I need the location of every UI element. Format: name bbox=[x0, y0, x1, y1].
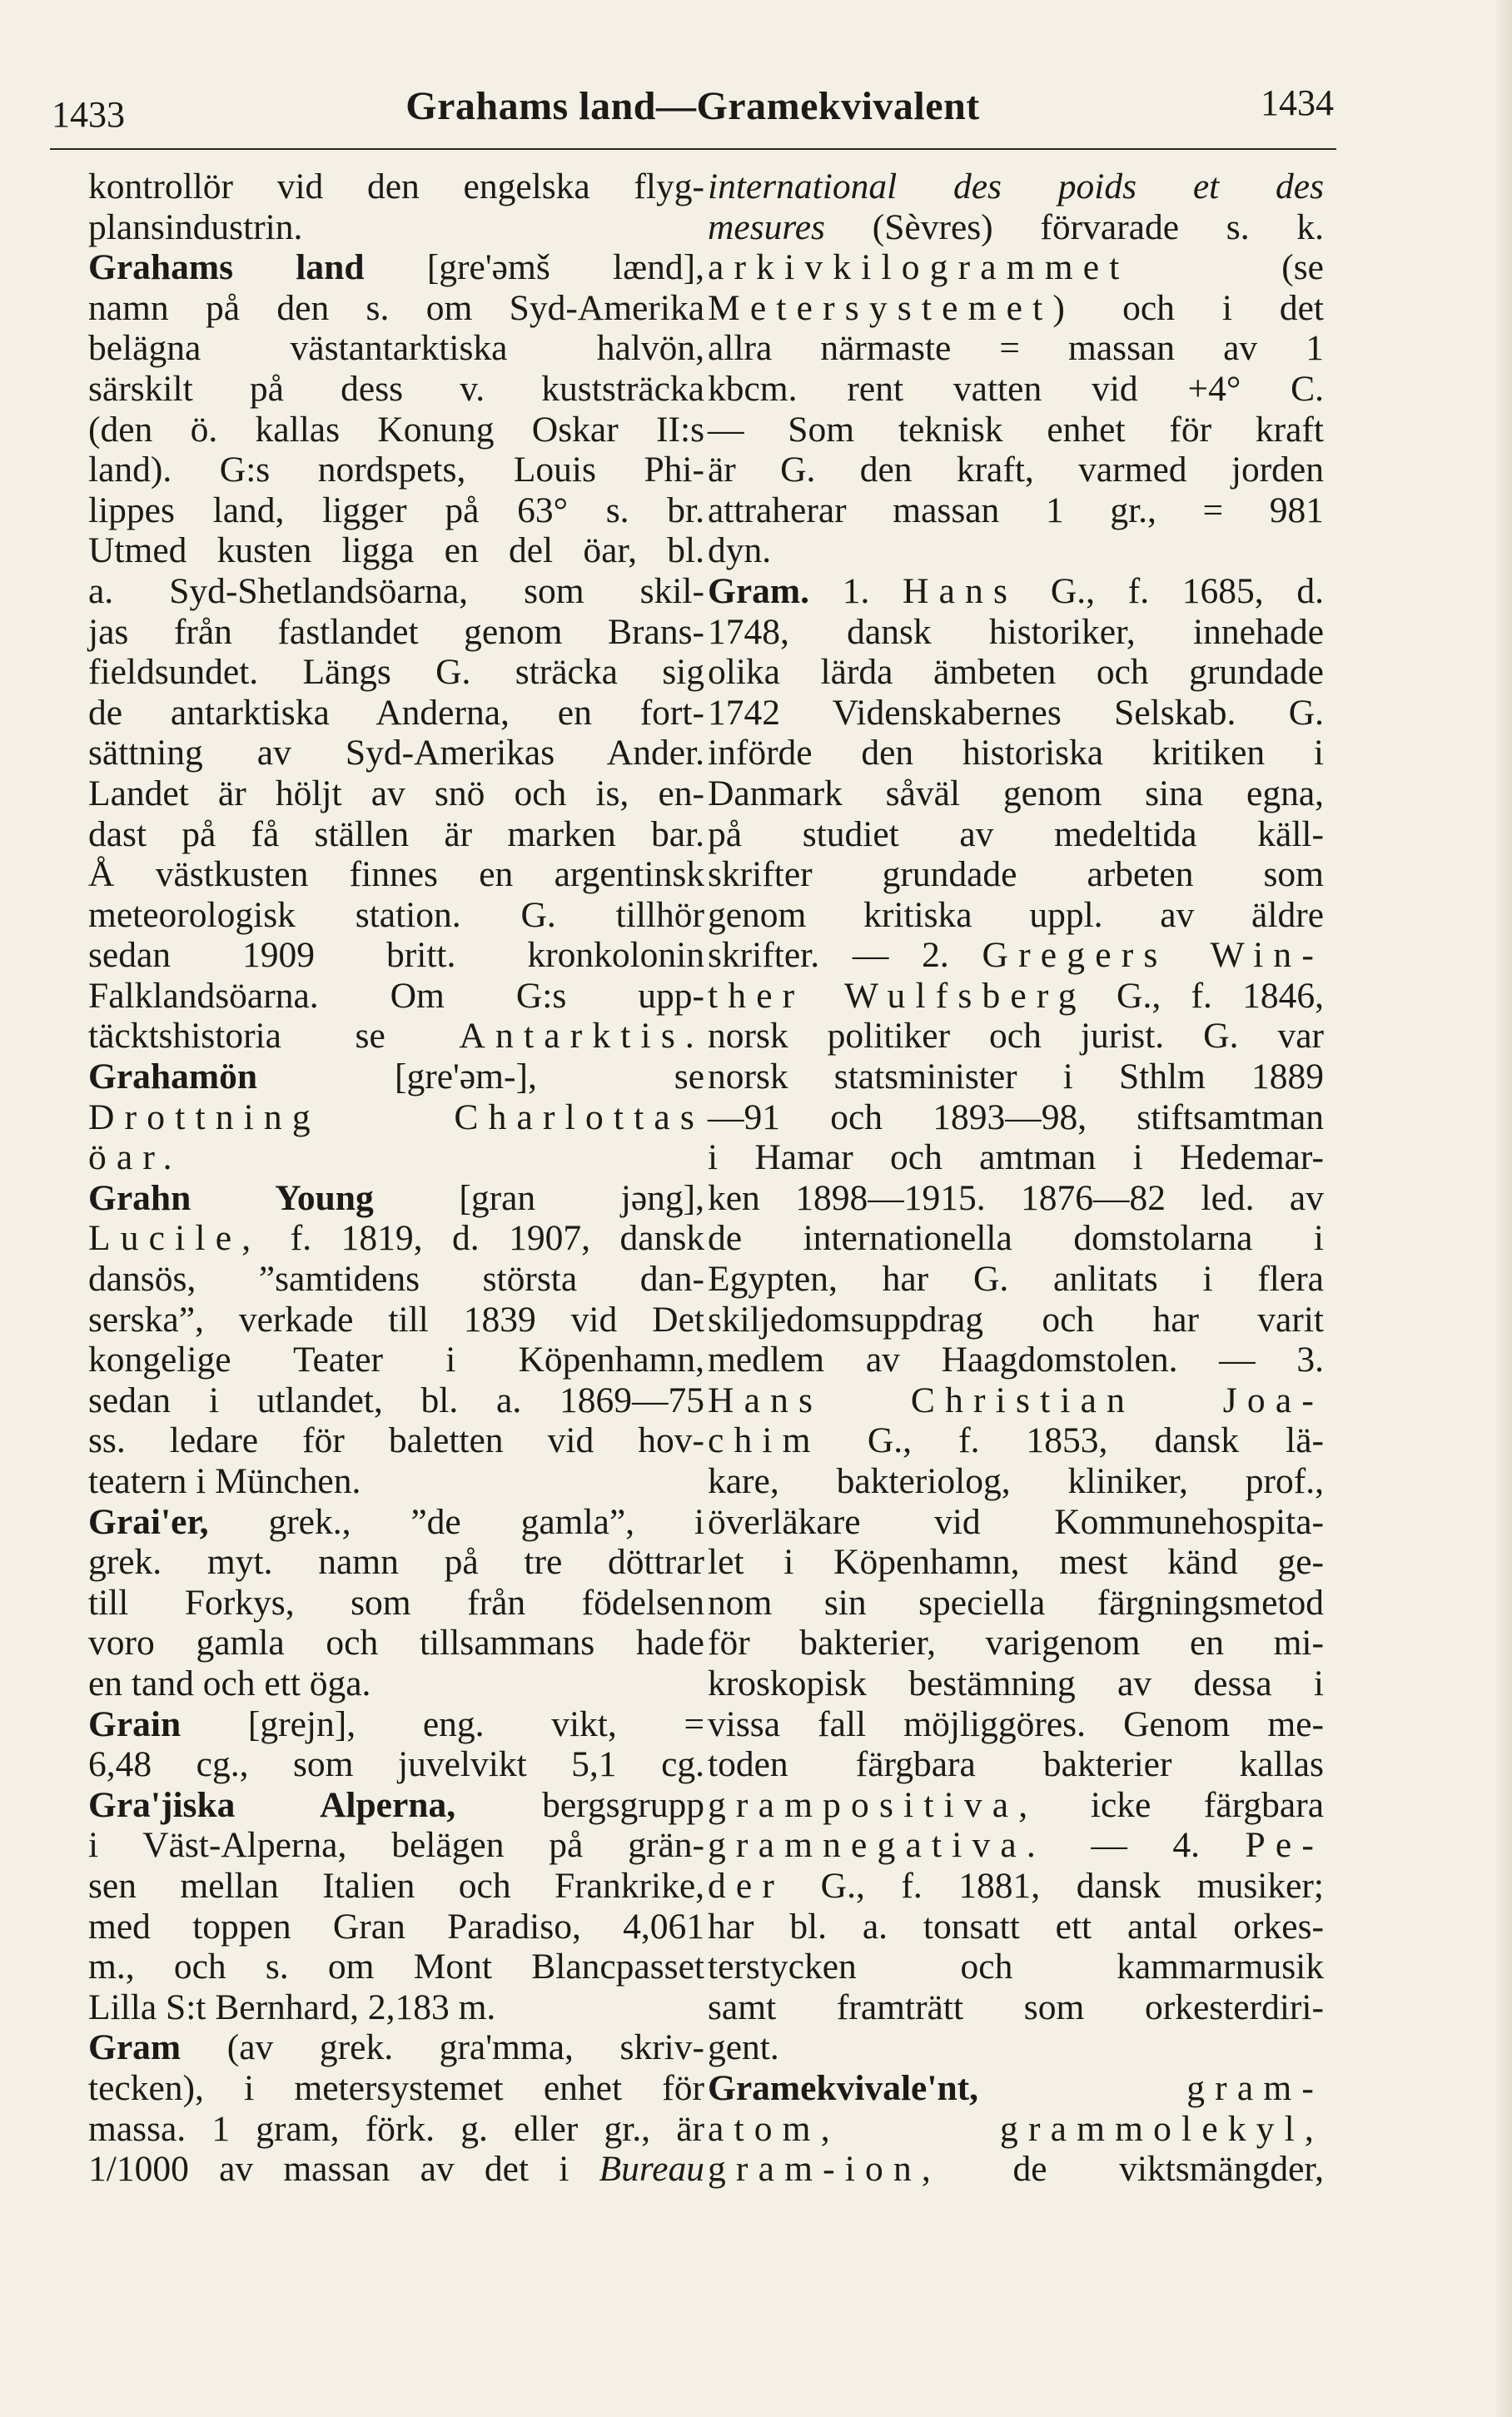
entry-gram: Gram (av grek. gra'mma, skriv- bbox=[88, 2027, 704, 2068]
text-line bbox=[708, 2109, 1324, 2150]
text-line: Lilla S:t Bernhard, 2,183 m. bbox=[88, 1987, 496, 2027]
text-line: massa. 1 gram, förk. g. eller gr., är bbox=[88, 2108, 704, 2149]
text-line: grampositiva, icke färgbara bbox=[708, 1784, 1325, 1825]
text-line: med toppen Gran Paradiso, 4,061 bbox=[88, 1906, 704, 1947]
text-line: jas från fastlandet genom Brans- bbox=[88, 611, 704, 652]
text-line: attraherar massan 1 gr., = 981 bbox=[708, 490, 1324, 530]
text-line: teatern i München. bbox=[88, 1461, 361, 1501]
text-line: Egypten, har G. anlitats i flera bbox=[708, 1259, 1324, 1300]
text-line: dast på få ställen är marken bar. bbox=[88, 813, 704, 854]
text-line: Metersystemet) och i det bbox=[708, 287, 1324, 328]
text-line: 1748, dansk historiker, innehade bbox=[708, 611, 1324, 652]
running-title: Grahams land—Gramekvivalent bbox=[405, 84, 980, 128]
text-line: de internationella domstolarna i bbox=[708, 1218, 1324, 1259]
cross-reference: gramnegativa. bbox=[708, 1825, 1046, 1866]
text-line: genom kritiska uppl. av äldre bbox=[708, 894, 1324, 935]
text-line: ss. ledare för baletten vid hov- bbox=[88, 1420, 704, 1461]
text-line: täcktshistoria se Antarktis. bbox=[88, 1016, 704, 1057]
text-line: skrifter. — 2. Gregers Win- bbox=[708, 935, 1325, 976]
headword: Grai'er, bbox=[88, 1501, 209, 1542]
text-line: gram-ion, de viktsmängder, bbox=[708, 2149, 1324, 2190]
text-line: för bakterier, varigenom en mi- bbox=[708, 1623, 1324, 1664]
text-line: Å västkusten finnes en argentinsk bbox=[88, 854, 704, 895]
text-line: samt framträtt som orkesterdiri- bbox=[708, 1987, 1324, 2027]
text-line: kontrollör vid den engelska flyg- bbox=[88, 167, 704, 206]
left-column bbox=[88, 167, 704, 2190]
text-line: lippes land, ligger på 63° s. br. bbox=[88, 490, 704, 530]
fraction: 1/1000 bbox=[88, 2149, 189, 2190]
text-line: chim G., f. 1853, dansk lä- bbox=[708, 1420, 1325, 1461]
cross-reference: arkivkilogrammet bbox=[708, 247, 1130, 288]
entry-grain: Grain [grejn], eng. vikt, = bbox=[88, 1703, 704, 1744]
text-line: Lucile, f. 1819, d. 1907, dansk bbox=[88, 1218, 704, 1259]
text-line bbox=[88, 1097, 704, 1138]
text-line: gent. bbox=[708, 2027, 779, 2068]
text-line: skrifter grundade arbeten som bbox=[708, 854, 1324, 895]
text-line: dyn. bbox=[708, 530, 772, 571]
text-line: norsk politiker och jurist. G. var bbox=[708, 1016, 1324, 1057]
text-line: Hans Christian Joa- bbox=[708, 1380, 1324, 1420]
text-line: 6,48 cg., som juvelvikt 5,1 cg. bbox=[88, 1744, 704, 1785]
text-line: norsk statsminister i Sthlm 1889 bbox=[708, 1057, 1324, 1097]
text-line: international des poids et des bbox=[708, 167, 1324, 206]
cross-reference: grampositiva, bbox=[708, 1784, 1038, 1825]
text-line: i Väst-Alperna, belägen på grän- bbox=[88, 1825, 704, 1866]
text-line: belägna västantarktiska halvön, bbox=[88, 328, 704, 369]
text-line bbox=[88, 1137, 704, 1178]
cross-reference: gram-ion, bbox=[708, 2149, 941, 2190]
text-line: en tand och ett öga. bbox=[88, 1663, 371, 1703]
text-line: mesures (Sèvres) förvarade s. k. bbox=[708, 206, 1324, 247]
text-line: let i Köpenhamn, mest känd ge- bbox=[708, 1542, 1324, 1583]
text-line: införde den historiska kritiken i bbox=[708, 733, 1324, 773]
text-line: de antarktiska Anderna, en fort- bbox=[88, 692, 704, 733]
text-line: terstycken och kammarmusik bbox=[708, 1947, 1324, 1987]
cross-reference: Metersystemet) bbox=[708, 287, 1076, 328]
header-rule bbox=[50, 148, 1336, 150]
headword: Gram bbox=[88, 2027, 182, 2068]
text-line: Falklandsöarna. Om G:s upp- bbox=[88, 975, 704, 1016]
text-line: vissa fall möjliggöres. Genom me- bbox=[708, 1703, 1324, 1744]
entry-grahamon: Grahamön [gre'əm-], se bbox=[88, 1057, 705, 1097]
text-line: ken 1898—1915. 1876—82 led. av bbox=[708, 1177, 1324, 1218]
text-line: toden färgbara bakterier kallas bbox=[708, 1744, 1324, 1785]
text-line: på studiet av medeltida käll- bbox=[708, 813, 1324, 854]
cross-reference: Drottning Charlottas bbox=[88, 1097, 704, 1137]
text-line: der G., f. 1881, dansk musiker; bbox=[708, 1865, 1324, 1906]
right-column bbox=[708, 167, 1324, 2190]
headword: Gram. bbox=[708, 570, 810, 611]
text-line: Danmark såväl genom sina egna, bbox=[708, 773, 1324, 813]
text-line: gramnegativa. — 4. Pe- bbox=[708, 1825, 1324, 1866]
text-line: m., och s. om Mont Blancpasset bbox=[88, 1947, 704, 1987]
text-line: särskilt på dess v. kuststräcka bbox=[88, 368, 704, 409]
text-line: kare, bakteriolog, kliniker, prof., bbox=[708, 1461, 1324, 1501]
text-line: 1/1000 av massan av det i Bureau bbox=[88, 2149, 704, 2190]
headword: Gramekvivale'nt, bbox=[708, 2067, 978, 2108]
text-line: —91 och 1893—98, stiftsamtman bbox=[708, 1097, 1324, 1137]
text-line: plansindustrin. bbox=[88, 206, 303, 247]
text-line: (den ö. kallas Konung Oskar II:s bbox=[88, 409, 704, 450]
text-line: är G. den kraft, varmed jorden bbox=[708, 450, 1324, 490]
cross-reference: Antarktis. bbox=[459, 1016, 704, 1057]
text-line: till Forkys, som från födelsen bbox=[88, 1582, 704, 1623]
text-line: ther Wulfsberg G., f. 1846, bbox=[708, 975, 1325, 1016]
entry-grahams-land: Grahams land [gre'əmš lænd], bbox=[88, 247, 704, 288]
text-line: medlem av Haagdomstolen. — 3. bbox=[708, 1340, 1324, 1380]
text-line: a. Syd-Shetlandsöarna, som skil- bbox=[88, 570, 704, 611]
text-line: kongelige Teater i Köpenhamn, bbox=[88, 1340, 704, 1380]
page-header bbox=[52, 82, 1334, 140]
entry-graier: Grai'er, grek., ”de gamla”, i bbox=[88, 1501, 705, 1542]
headword: Grahams land bbox=[88, 247, 365, 288]
text-line: grek. myt. namn på tre döttrar bbox=[88, 1542, 704, 1583]
text-line: sen mellan Italien och Frankrike, bbox=[88, 1865, 704, 1906]
text-line: i Hamar och amtman i Hedemar- bbox=[708, 1137, 1324, 1178]
text-line: sedan 1909 britt. kronkolonin bbox=[88, 935, 704, 976]
cross-reference: gram- bbox=[1186, 2067, 1324, 2108]
text-line: överläkare vid Kommunehospita- bbox=[708, 1501, 1324, 1542]
text-line: kroskopisk bestämning av dessa i bbox=[708, 1663, 1324, 1703]
cross-reference: öar. bbox=[88, 1137, 182, 1178]
headword: Gra'jiska Alperna, bbox=[88, 1784, 456, 1825]
text-line: olika lärda ämbeten och grundade bbox=[708, 652, 1324, 693]
page-number-left: 1433 bbox=[52, 94, 125, 135]
cross-reference: atom, grammolekyl, bbox=[708, 2108, 1324, 2149]
headword: Grahamön bbox=[88, 1057, 258, 1097]
headword: Grain bbox=[88, 1703, 182, 1744]
text-line: 1742 Videnskabernes Selskab. G. bbox=[708, 692, 1324, 733]
text-line: meteorologisk station. G. tillhör bbox=[88, 894, 704, 935]
text-line: Utmed kusten ligga en del öar, bl. bbox=[88, 530, 704, 571]
page-edge-shadow bbox=[1494, 0, 1512, 2417]
text-line: arkivkilogrammet (se bbox=[708, 247, 1324, 288]
page-number-right: 1434 bbox=[1261, 82, 1334, 123]
entry-grahn-young: Grahn Young [gran jəng], bbox=[88, 1177, 704, 1218]
headword: Grahn Young bbox=[88, 1177, 374, 1218]
text-line: skiljedomsuppdrag och har varit bbox=[708, 1299, 1324, 1340]
text-line: sedan i utlandet, bl. a. 1869—75 bbox=[88, 1380, 704, 1420]
text-line: fieldsundet. Längs G. sträcka sig bbox=[88, 652, 704, 693]
text-line: kbcm. rent vatten vid +4° C. bbox=[708, 368, 1324, 409]
text-line: — Som teknisk enhet för kraft bbox=[708, 409, 1324, 450]
text-line: serska”, verkade till 1839 vid Det bbox=[88, 1299, 704, 1340]
text-line: land). G:s nordspets, Louis Phi- bbox=[88, 450, 704, 490]
text-line: allra närmaste = massan av 1 bbox=[708, 328, 1324, 369]
text-line: Landet är höljt av snö och is, en- bbox=[88, 773, 704, 813]
text-line: tecken), i metersystemet enhet för bbox=[88, 2067, 704, 2108]
text-line: nom sin speciella färgningsmetod bbox=[708, 1582, 1324, 1623]
text-line: har bl. a. tonsatt ett antal orkes- bbox=[708, 1906, 1324, 1947]
entry-grajiska-alperna: Gra'jiska Alperna, bergsgrupp bbox=[88, 1784, 704, 1825]
entry-gramekvivalent bbox=[708, 2068, 1324, 2109]
text-line: voro gamla och tillsammans hade bbox=[88, 1623, 704, 1664]
text-line: sättning av Syd-Amerikas Ander. bbox=[88, 733, 704, 773]
entry-gram-persons: Gram. 1. Hans G., f. 1685, d. bbox=[708, 570, 1325, 611]
text-line: namn på den s. om Syd-Amerika bbox=[88, 287, 704, 328]
text-line: dansös, ”samtidens största dan- bbox=[88, 1259, 704, 1300]
